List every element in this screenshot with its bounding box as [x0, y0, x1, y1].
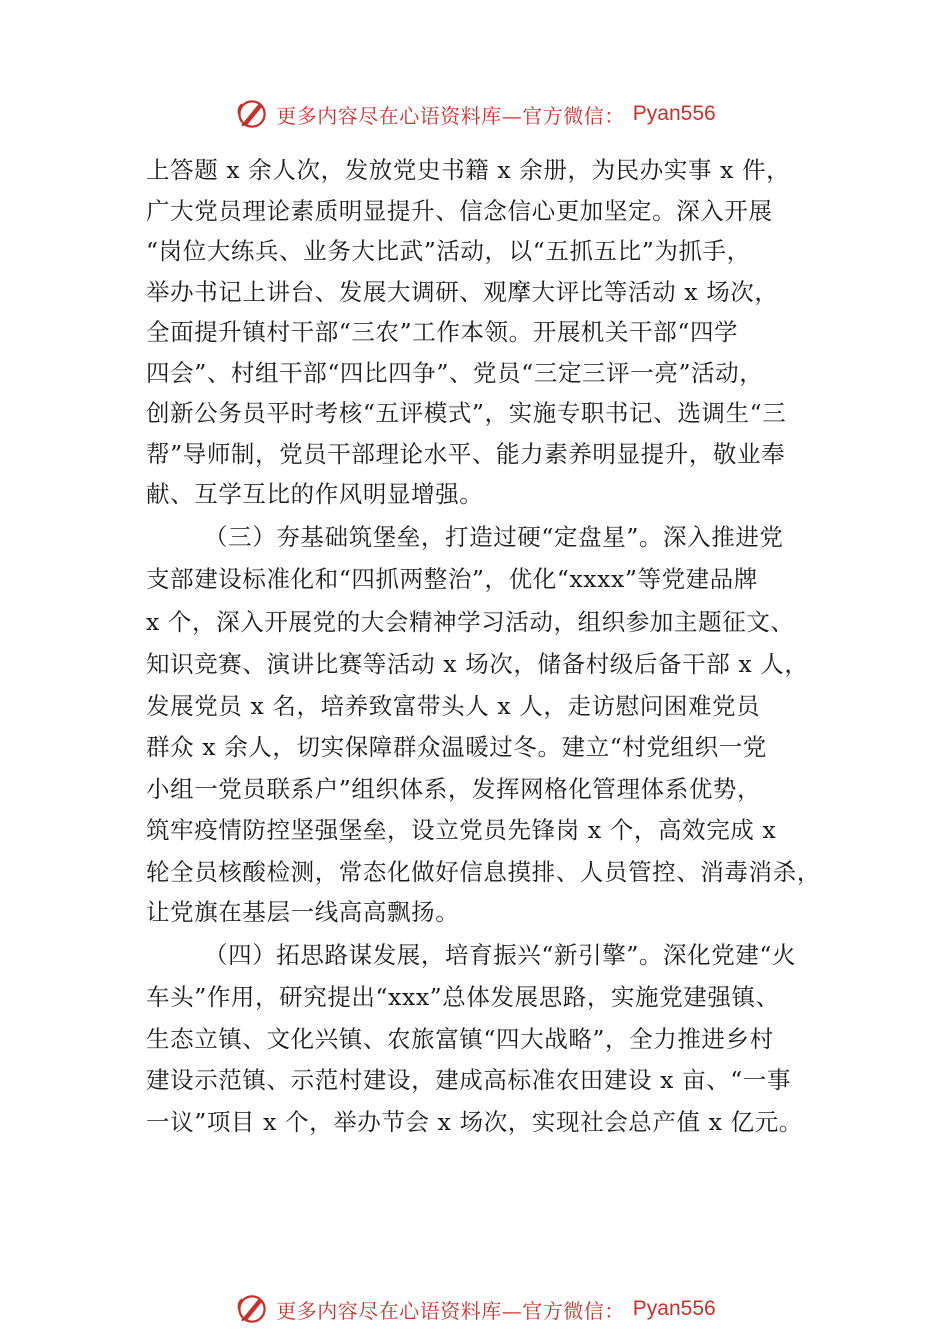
text-line: 让党旗在基层一线高高飘扬。: [146, 898, 460, 926]
text-line: 举办书记上讲台、发展大调研、观摩大评比等活动 x 场次，: [146, 277, 779, 306]
text-line: 四会”、村组干部“四比四争”、党员“三定三评一亮”活动，: [146, 358, 764, 387]
text-line: 全面提升镇村干部“三农”工作本领。开展机关干部“四学: [146, 318, 739, 346]
watermark-text: 更多内容尽在心语资料库—官方微信：: [276, 1298, 625, 1323]
text-line: “岗位大练兵、业务大比武”活动，以“五抓五比”为抓手，: [146, 237, 751, 265]
watermark-wechat-id: Pyan556: [632, 1297, 716, 1320]
text-line: 发展党员 x 名，培养致富带头人 x 人，走访慰问困难党员: [146, 691, 761, 720]
text-line: 轮全员核酸检测，常态化做好信息摸排、人员管控、消毒消杀，: [146, 857, 821, 886]
watermark-text: 更多内容尽在心语资料库—官方微信：: [276, 103, 625, 128]
section-three-heading-line: （三）夯基础筑堡垒，打造过硬“定盘星”。深入推进党: [204, 522, 784, 551]
text-line: 知识竞赛、演讲比赛等活动 x 场次，储备村级后备干部 x 人，: [146, 650, 809, 678]
text-line: 帮”导师制，党员干部理论水平、能力素养明显提升，敬业奉: [146, 439, 786, 468]
text-line: 生态立镇、文化兴镇、农旅富镇“四大战略”，全力推进乡村: [146, 1024, 774, 1053]
document-body: [146, 150, 821, 1142]
text-line: 创新公务员平时考核“五评模式”，实施专职书记、选调生“三: [146, 399, 787, 427]
text-line: x 个，深入开展党的大会精神学习活动，组织参加主题征文、: [146, 607, 795, 636]
watermark-footer: [0, 1289, 950, 1329]
text-line: 一议”项目 x 个，举办节会 x 场次，实现社会总产值 x 亿元。: [146, 1107, 803, 1136]
text-line: 支部建设标准化和“四抓两整治”，优化“xxxx”等党建品牌: [146, 565, 758, 593]
text-line: 献、互学互比的作风明显增强。: [146, 480, 484, 508]
section-four-heading-line: （四）拓思路谋发展，培育振兴“新引擎”。深化党建“火: [204, 940, 797, 969]
watermark-wechat-id: Pyan556: [632, 102, 716, 125]
watermark-header: [0, 94, 950, 134]
text-line: 群众 x 余人，切实保障群众温暖过冬。建立“村党组织一党: [146, 733, 768, 761]
text-line: 广大党员理论素质明显提升、信念信心更加坚定。深入开展: [146, 196, 773, 225]
text-line: 建设示范镇、示范村建设，建成高标准农田建设 x 亩、“一事: [146, 1066, 792, 1094]
pen-logo-icon: [234, 96, 270, 132]
text-line: 车头”作用，研究提出“xxx”总体发展思路，实施党建强镇、: [146, 983, 780, 1011]
text-line: 上答题 x 余人次，发放党史书籍 x 余册，为民办实事 x 件，: [146, 156, 791, 184]
text-line: 筑牢疫情防控坚强堡垒，设立党员先锋岗 x 个，高效完成 x: [146, 816, 777, 844]
text-line: 小组一党员联系户”组织体系，发挥网格化管理体系优势，: [146, 774, 762, 803]
pen-logo-icon: [234, 1291, 270, 1327]
